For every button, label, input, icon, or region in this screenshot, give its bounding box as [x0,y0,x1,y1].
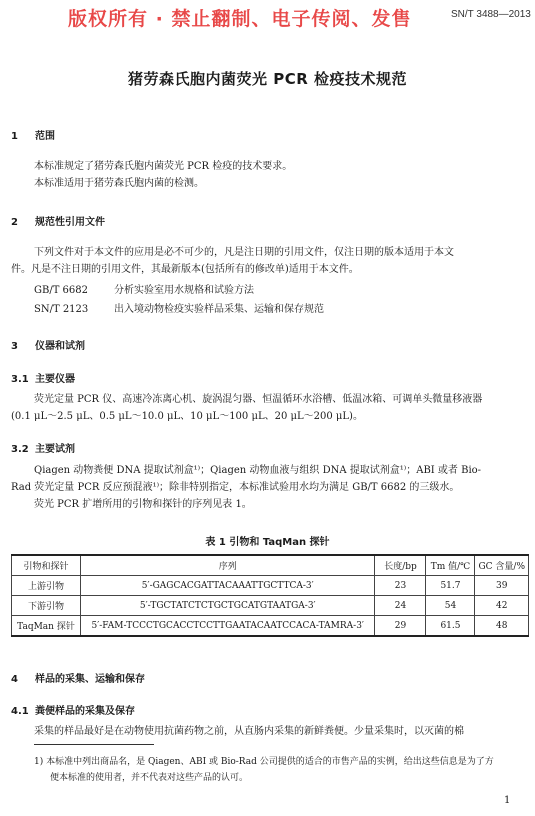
paragraph-continuation: 件。凡是不注日期的引用文件，其最新版本(包括所有的修改单)适用于本文件。 [11,264,359,275]
reference-title: 出入境动物检疫实验样品采集、运输和保存规范 [114,304,324,315]
section-3-1-heading [11,370,75,385]
column-header: 引物和探针 [12,555,81,576]
table-cell: 61.5 [426,616,475,637]
table-cell: 上游引物 [12,576,81,596]
paragraph: 荧光 PCR 扩增所用的引物和探针的序列见表 1。 [34,499,252,510]
paragraph: 下列文件对于本文件的应用是必不可少的，凡是注日期的引用文件，仅注日期的版本适用于本文 [34,247,454,258]
reference-code: SN/T 2123 [34,304,89,315]
primer-probe-table [11,554,529,637]
table-cell: 23 [375,576,426,596]
section-title: 主要试剂 [35,444,75,455]
paragraph-continuation: Rad 荧光定量 PCR 反应预混液¹⁾；除非特别指定，本标准试验用水均为满足 GB/T 6682 的三级水。 [11,482,460,493]
section-3-heading [11,337,85,352]
table-cell: 下游引物 [12,596,81,616]
footnote-line: 1) 本标准中列出商品名，是 Qiagen、ABI 或 Bio-Rad 公司提供的适合的市售产品的实例，给出这些信息是为了方 [34,757,494,767]
section-title: 仪器和试剂 [35,341,85,352]
section-number: 3.1 [11,374,29,385]
section-number: 2 [11,217,18,228]
table-cell: 5′-TGCTATCTCTGCTGCATGTAATGA-3′ [81,596,375,616]
section-3-2-heading [11,440,75,455]
table-cell: 48 [475,616,529,637]
reference-title: 分析实验室用水规格和试验方法 [114,285,254,296]
table-cell: 42 [475,596,529,616]
column-header: 序列 [81,555,375,576]
paragraph-continuation: (0.1 μL～2.5 μL、0.5 μL～10.0 μL、10 μL～100 μL、20 μL～200 μL)。 [11,411,363,422]
column-header: Tm 值/℃ [426,555,475,576]
section-1-heading [11,127,55,142]
column-header: GC 含量/% [475,555,529,576]
page-number: 1 [504,795,511,806]
footnote-divider [34,744,154,745]
table-cell: 54 [426,596,475,616]
normative-reference [34,300,324,315]
reference-code: GB/T 6682 [34,285,89,296]
table-cell: 51.7 [426,576,475,596]
paragraph: 荧光定量 PCR 仪、高速冷冻离心机、旋涡混匀器、恒温循环水浴槽、低温冰箱、可调单头微量移液器 [34,394,483,405]
section-title: 主要仪器 [35,374,75,385]
column-header: 长度/bp [375,555,426,576]
section-number: 4 [11,674,18,685]
table-cell: 24 [375,596,426,616]
table-row [12,576,529,596]
table-cell: 29 [375,616,426,637]
copyright-watermark: 版权所有 · 禁止翻制、电子传阅、发售 [68,8,412,30]
section-title: 范围 [35,131,55,142]
paragraph: Qiagen 动物粪便 DNA 提取试剂盒¹⁾；Qiagen 动物血液与组织 DNA 提取试剂盒¹⁾；ABI 或者 Bio- [34,465,482,476]
table-header-row [12,555,529,576]
section-4-heading [11,670,145,685]
table-cell: 39 [475,576,529,596]
table-cell: 5′-FAM-TCCCTGCACCTCCTTGAATACAATCCACA-TAMRA-3′ [81,616,375,637]
section-number: 4.1 [11,706,29,717]
table-row [12,596,529,616]
normative-reference [34,281,254,296]
section-title: 规范性引用文件 [35,217,105,228]
section-number: 1 [11,131,18,142]
section-2-heading [11,213,105,228]
standard-number: SN/T 3488—2013 [451,9,531,20]
paragraph: 本标准适用于猪劳森氏胞内菌的检测。 [34,178,204,189]
footnote-line: 便本标准的使用者，并不代表对这些产品的认可。 [50,773,249,783]
document-title: 猪劳森氏胞内菌荧光 PCR 检疫技术规范 [128,70,407,88]
table-caption: 表 1 引物和 TaqMan 探针 [205,537,330,548]
section-number: 3 [11,341,18,352]
paragraph: 采集的样品最好是在动物使用抗菌药物之前，从直肠内采集的新鲜粪便。少量采集时，以灭菌的棉 [34,726,464,737]
section-number: 3.2 [11,444,29,455]
table-cell: 5′-GAGCACGATTACAAATTGCTTCA-3′ [81,576,375,596]
section-title: 样品的采集、运输和保存 [35,674,145,685]
paragraph: 本标准规定了猪劳森氏胞内菌荧光 PCR 检疫的技术要求。 [34,161,293,172]
table-row [12,616,529,637]
table-cell: TaqMan 探针 [12,616,81,637]
section-4-1-heading [11,702,135,717]
section-title: 粪便样品的采集及保存 [35,706,135,717]
